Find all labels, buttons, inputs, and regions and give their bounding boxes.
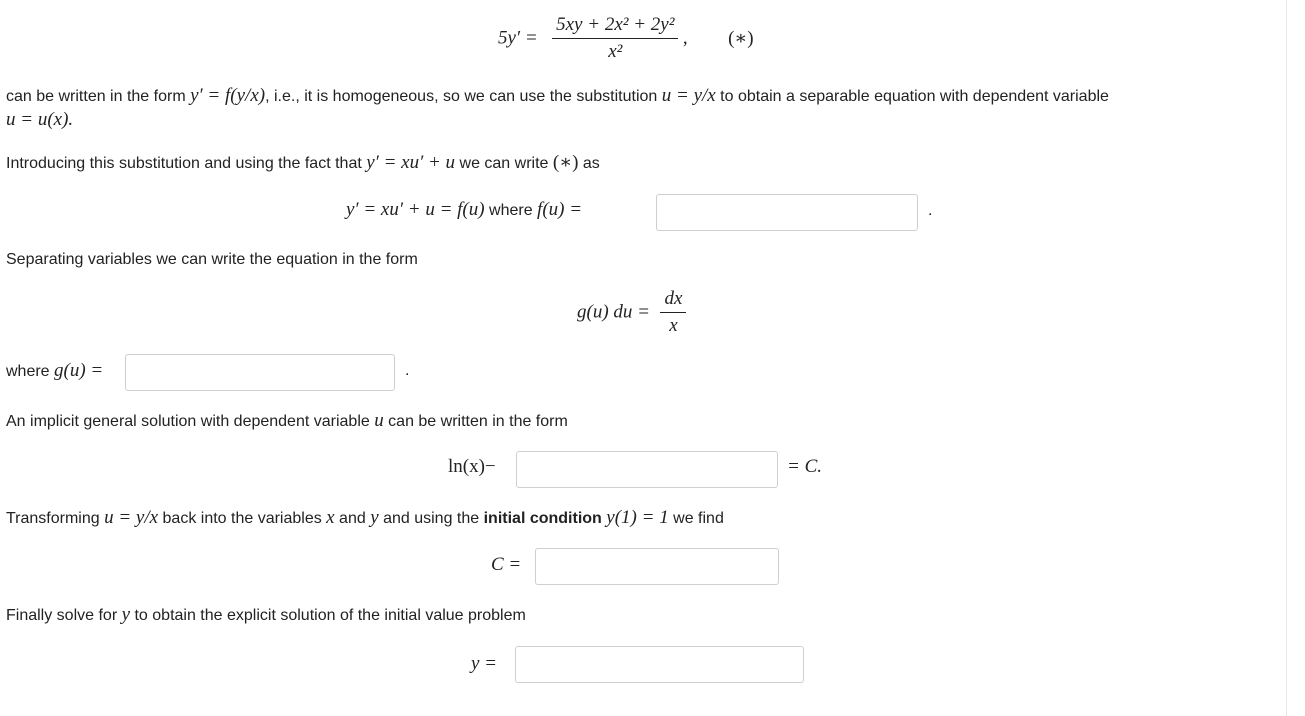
p5-math-sub: u = y/x — [104, 507, 159, 528]
gu-where-text: where — [6, 363, 55, 380]
implicit-paragraph — [6, 410, 568, 432]
p4-text-1: An implicit general solution with dependent variable — [6, 413, 375, 430]
p4-text-2: can be written in the form — [383, 413, 568, 430]
fu-math-lhs: y′ = xu′ + u = f(u) — [346, 199, 485, 220]
p5-math-y: y — [370, 507, 379, 528]
p2-text-2: we can write — [455, 155, 553, 172]
homogeneous-paragraph — [6, 85, 1109, 107]
implicit-rhs: = C. — [787, 456, 822, 477]
p5-text-4: and using the — [378, 510, 484, 527]
gu-input[interactable] — [125, 354, 395, 391]
p5-text-3: and — [334, 510, 371, 527]
sep-denominator: x — [669, 315, 678, 336]
p2-text-3: as — [578, 155, 600, 172]
ode-denominator: x² — [608, 41, 623, 62]
separating-paragraph: Separating variables we can write the equation in the form — [6, 251, 418, 268]
fu-period: . — [928, 202, 933, 219]
fu-line — [346, 199, 582, 221]
fu-math-label: f(u) = — [537, 199, 583, 220]
p1-text-1: can be written in the form — [6, 88, 191, 105]
p6-math-y: y — [121, 604, 131, 625]
gu-line — [6, 360, 103, 382]
initial-condition-paragraph — [6, 507, 724, 529]
explicit-paragraph — [6, 604, 526, 626]
p1-math-form: y′ = f(y/x) — [190, 85, 266, 106]
ode-fraction — [552, 14, 678, 63]
y-label: y = — [471, 653, 498, 674]
p2-text-1: Introducing this substitution and using the fact that — [6, 155, 367, 172]
p5-bold-initial-condition: initial condition — [483, 510, 602, 527]
sep-numerator: dx — [660, 288, 686, 313]
p1-text-2: , i.e., it is homogeneous, so we can use the substitution — [265, 88, 662, 105]
p5-text-1: Transforming — [6, 510, 105, 527]
p2-math-derivative: y′ = xu′ + u — [366, 152, 456, 173]
p5-text-6: we find — [668, 510, 724, 527]
separable-equation — [577, 288, 686, 337]
p5-text-2: back into the variables — [158, 510, 327, 527]
gu-math-label: g(u) = — [54, 360, 104, 381]
ode-numerator: 5xy + 2x² + 2y² — [552, 14, 678, 39]
p6-text-2: to obtain the explicit solution of the initial value problem — [130, 607, 526, 624]
ode-comma: , — [682, 27, 688, 49]
p2-math-tag: (∗) — [552, 152, 579, 173]
implicit-input[interactable] — [516, 451, 778, 488]
fu-where-text: where — [484, 202, 538, 219]
implicit-lhs — [448, 456, 496, 478]
p1-text-3: to obtain a separable equation with dependent variable — [715, 88, 1109, 105]
gu-period: . — [405, 362, 410, 379]
p1-math-dependent: u = u(x). — [6, 109, 74, 130]
p5-math-ic: y(1) = 1 — [606, 507, 669, 528]
substitution-paragraph — [6, 151, 600, 174]
sep-fraction — [660, 288, 686, 337]
ode-lhs: 5y′ = — [498, 27, 538, 49]
implicit-ln: ln(x)− — [448, 456, 496, 477]
page-right-border — [1286, 0, 1287, 716]
p1-math-substitution: u = y/x — [661, 85, 716, 106]
fu-input[interactable] — [656, 194, 918, 231]
ode-tag: (∗) — [728, 28, 754, 49]
p5-math-x: x — [326, 507, 335, 528]
c-label: C = — [491, 554, 522, 575]
c-input[interactable] — [535, 548, 779, 585]
ode-equation — [498, 14, 754, 63]
sep-lhs: g(u) du = — [577, 301, 650, 323]
p4-math-u: u — [374, 410, 384, 431]
p6-text-1: Finally solve for — [6, 607, 122, 624]
y-input[interactable] — [515, 646, 804, 683]
